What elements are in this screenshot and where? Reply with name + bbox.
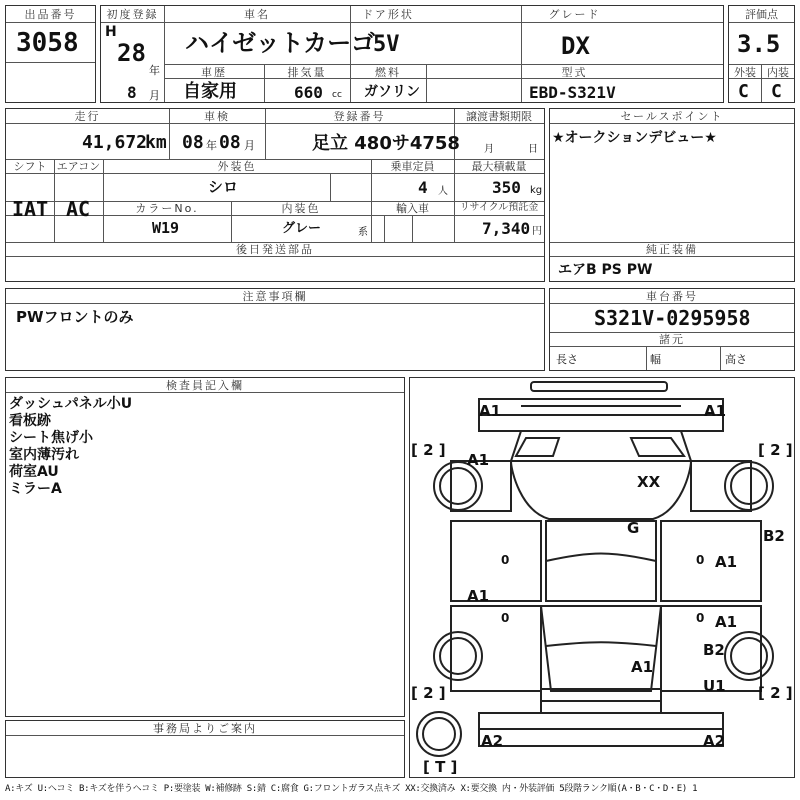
ext-color: シロ [208,178,239,196]
inspection-year: 08 [182,132,204,153]
inspection-year-unit: 年 [206,139,217,152]
mark-right-rear-door: A1 [715,613,738,631]
displacement-label: 排気量 [287,66,327,79]
mark-hood: XX [637,473,661,491]
inspector-box [5,377,405,717]
mark-left-rear-door: A1 [467,587,490,605]
capacity: 4 [418,178,428,197]
reg-month: 8 [127,83,137,102]
month-unit: 月 [149,89,160,102]
inspector-note: ダッシュパネル小U [9,396,133,412]
exterior-label: 外装 [734,66,756,79]
max-load-label: 最大積載量 [471,160,527,173]
grade: DX [561,32,590,60]
mark-rear-right: A2 [703,732,726,750]
reg-no: 足立 480サ4758 [312,133,460,154]
mark-tire-rr: [ 2 ] [758,684,793,702]
score-box [728,5,795,103]
reg-year: 28 [117,39,146,67]
mark-rear-left: A2 [481,732,504,750]
door-label: ドア形状 [362,8,414,21]
mark-front-right: A1 [704,402,727,420]
score: 3.5 [737,30,781,58]
chassis-no-label: 車台番号 [646,290,698,303]
equipment-label: 純正装備 [646,243,698,256]
mark-front-left: A1 [479,402,502,420]
inspection-month-unit: 月 [244,139,255,152]
mark-left-door-zero: 0 [501,553,510,567]
damage-diagram-box [409,377,795,778]
model-label: 型式 [561,66,588,79]
color-no-label: カラーNo. [135,202,199,215]
shift-label: シフト [13,160,47,173]
grade-label: グレード [548,8,601,21]
aircon: AC [66,197,91,221]
height-label: 高さ [725,353,747,366]
dimensions-label: 諸元 [659,333,685,346]
later-parts-label: 後日発送部品 [236,243,314,256]
shift: IAT [12,197,49,221]
notice: PWフロントのみ [16,308,134,326]
interior-grade: C [771,81,782,102]
displacement: 660 [294,83,323,102]
fuel-label: 燃料 [375,66,401,79]
mark-tire-fr: [ 2 ] [758,441,793,459]
mark-right-rear-zero: 0 [696,611,705,625]
mileage-unit: km [145,132,167,153]
deadline-label: 譲渡書類期限 [466,110,532,123]
car-name-label: 車名 [244,8,270,21]
chassis-box [549,288,795,371]
color-no: W19 [152,219,180,237]
cc-unit: cc [332,90,342,100]
capacity-unit: 人 [438,186,448,197]
mark-tire-fl: [ 2 ] [411,441,446,459]
inspector-note: 室内薄汚れ [9,447,79,463]
deadline-day-unit: 日 [528,144,538,155]
fuel: ガソリン [364,84,420,100]
int-color: グレー [282,221,322,236]
history: 自家用 [183,81,237,102]
mark-tire-rl: [ 2 ] [411,684,446,702]
lot-number-box [5,5,96,103]
capacity-label: 乗車定員 [390,160,435,173]
main-info-box [100,5,724,103]
mark-left-rear-zero: 0 [501,611,510,625]
recycle-fee: 7,340 [482,219,531,238]
max-load: 350 [492,178,521,197]
recycle-label: リサイクル預託金 [459,202,539,213]
era: H [105,24,117,40]
damage-legend: A:キズ U:ヘコミ B:キズを伴うヘコミ P:要塗装 W:補修跡 S:錆 C:腐食 G:フロントガラス点キズ XX:交換済み X:要交換 内・外装評価 5段階ランク順(A・B・C・D・E) 1 [5,784,698,794]
exterior-grade: C [738,81,749,102]
inspector-note: 荷室AU [9,464,59,480]
reg-no-label: 登録番号 [333,110,386,123]
lot-number-label: 出品番号 [24,8,77,21]
notice-label: 注意事項欄 [242,290,308,303]
int-color-label: 内装色 [281,202,321,215]
inspection-month: 08 [219,132,241,153]
sales-point-label: セールスポイント [620,110,724,123]
details-box [5,108,545,282]
chassis-no: S321V-0295958 [594,306,751,330]
deadline-month-unit: 月 [484,144,494,155]
length-label: 長さ [556,353,578,366]
model: EBD-S321V [529,83,616,102]
office-label: 事務局よりご案内 [153,722,257,735]
year-unit: 年 [149,64,160,77]
mark-right-rear-lower: U1 [703,677,726,695]
interior-label: 内装 [767,66,789,79]
mark-roof: G [627,519,640,537]
vehicle-damage-diagram [410,378,794,777]
ext-color-label: 外装色 [217,160,257,173]
inspector-note: 看板跡 [9,413,51,429]
mark-rear-glass: A1 [631,658,654,676]
mark-right-quarter: B2 [703,641,725,659]
sales-point: ★オークションデビュー★ [552,130,717,146]
recycle-unit: 円 [532,226,542,237]
mark-spare: [ T ] [423,758,458,776]
mileage-label: 走行 [74,110,101,123]
inspector-note: シート焦げ小 [9,430,93,446]
first-reg-label: 初度登録 [106,8,159,21]
inspector-label: 検査員記入欄 [166,379,244,392]
lot-number: 3058 [16,28,79,58]
import-label: 輸入車 [396,202,429,215]
inspection-label: 車検 [204,110,230,123]
mark-fender-left: A1 [467,451,490,469]
inspector-note: ミラーA [9,481,62,497]
equipment: エアB PS PW [558,262,653,278]
car-name: ハイゼットカーゴ [185,29,376,57]
mileage: 41,672 [82,132,148,153]
office-box [5,720,405,778]
sales-point-box [549,108,795,282]
score-label: 評価点 [745,8,778,21]
int-color-suffix: 系 [358,227,368,238]
notice-box [5,288,545,371]
aircon-label: エアコン [56,160,101,173]
width-label: 幅 [650,353,661,366]
max-load-unit: kg [530,185,543,196]
door-type: 5V [373,32,400,57]
history-label: 車歴 [201,66,227,79]
mark-right-door-zero: 0 [696,553,705,567]
mark-right-side-top: B2 [763,527,785,545]
mark-right-front-door: A1 [715,553,738,571]
